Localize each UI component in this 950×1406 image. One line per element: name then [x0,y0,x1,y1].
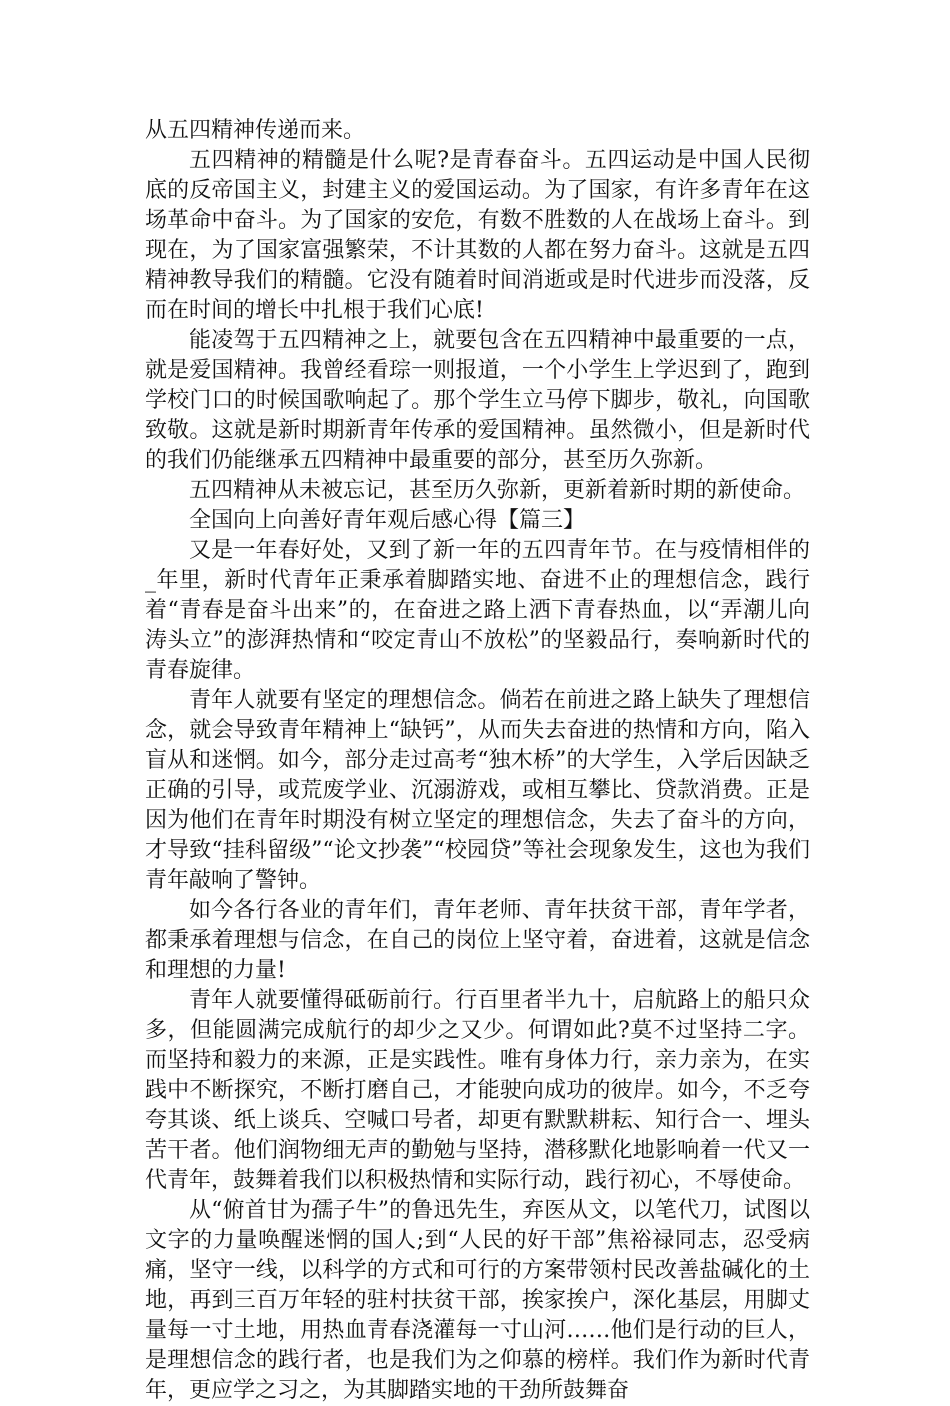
paragraph: 五四精神从未被忘记，甚至历久弥新，更新着新时期的新使命。 [189,478,806,503]
paragraph-continuation: 从五四精神传递而来。 [145,118,366,143]
paragraph: 青年人就要懂得砥砺前行。行百里者半九十，启航路上的船只众多，但能圆满完成航行的却少之又少。何谓如此?莫不过坚持二字。而坚持和毅力的来源，正是实践性。唯有身体力行，亲力亲为，在实践中不断探究，不断打磨自己，才能驶向成功的彼岸。如今，不乏夸夸其谈、纸上谈兵、空喊口号者，却更有默默耕耘、知行合一、埋头苦干者。他们润物细无声的勤勉与坚持，潜移默化地影响着一代又一代青年，鼓舞着我们以积极热情和实际行动，践行初心，不辱使命。 [145,988,810,1193]
paragraph: 能凌驾于五四精神之上，就要包含在五四精神中最重要的一点，就是爱国精神。我曾经看琮一则报道，一个小学生上学迟到了，跑到学校门口的时候国歌响起了。那个学生立马停下脚步，敬礼，向国歌致敬。这就是新时期新青年传承的爱国精神。虽然微小，但是新时代的我们仍能继承五四精神中最重要的部分，甚至历久弥新。 [145,328,810,473]
paragraph: 又是一年春好处，又到了新一年的五四青年节。在与疫情相伴的_年里，新时代青年正秉承着脚踏实地、奋进不止的理想信念，践行着“青春是奋斗出来”的，在奋进之路上洒下青春热血，以“弄潮儿向涛头立”的澎湃热情和“咬定青山不放松”的坚毅品行，奏响新时代的青春旋律。 [145,538,810,683]
section-heading: 全国向上向善好青年观后感心得【篇三】 [189,508,586,533]
paragraph: 青年人就要有坚定的理想信念。倘若在前进之路上缺失了理想信念，就会导致青年精神上“缺钙”，从而失去奋进的热情和方向，陷入盲从和迷惘。如今，部分走过高考“独木桥”的大学生，入学后因缺乏正确的引导，或荒废学业、沉溺游戏，或相互攀比、贷款消费。正是因为他们在青年时期没有树立坚定的理想信念，失去了奋斗的方向，才导致“挂科留级”“论文抄袭”“校园贷”等社会现象发生，这也为我们青年敲响了警钟。 [145,688,810,893]
paragraph: 如今各行各业的青年们，青年老师、青年扶贫干部，青年学者，都秉承着理想与信念，在自己的岗位上坚守着，奋进着，这就是信念和理想的力量! [145,898,810,983]
paragraph: 五四精神的精髓是什么呢?是青春奋斗。五四运动是中国人民彻底的反帝国主义，封建主义的爱国运动。为了国家，有许多青年在这场革命中奋斗。为了国家的安危，有数不胜数的人在战场上奋斗。到现在，为了国家富强繁荣，不计其数的人都在努力奋斗。这就是五四精神教导我们的精髓。它没有随着时间消逝或是时代进步而没落，反而在时间的增长中扎根于我们心底! [145,148,810,323]
paragraph: 从“俯首甘为孺子牛”的鲁迅先生，弃医从文，以笔代刀，试图以文字的力量唤醒迷惘的国人;到“人民的好干部”焦裕禄同志，忍受病痛，坚守一线，以科学的方式和可行的方案带领村民改善盐碱化的土地，再到三百万年轻的驻村扶贫干部，挨家挨户，深化基层，用脚丈量每一寸土地，用热血青春浇灌每一寸山河……他们是行动的巨人，是理想信念的践行者，也是我们为之仰慕的榜样。我们作为新时代青年，更应学之习之，为其脚踏实地的干劲所鼓舞奋 [145,1198,810,1403]
document-body [145,116,810,1406]
